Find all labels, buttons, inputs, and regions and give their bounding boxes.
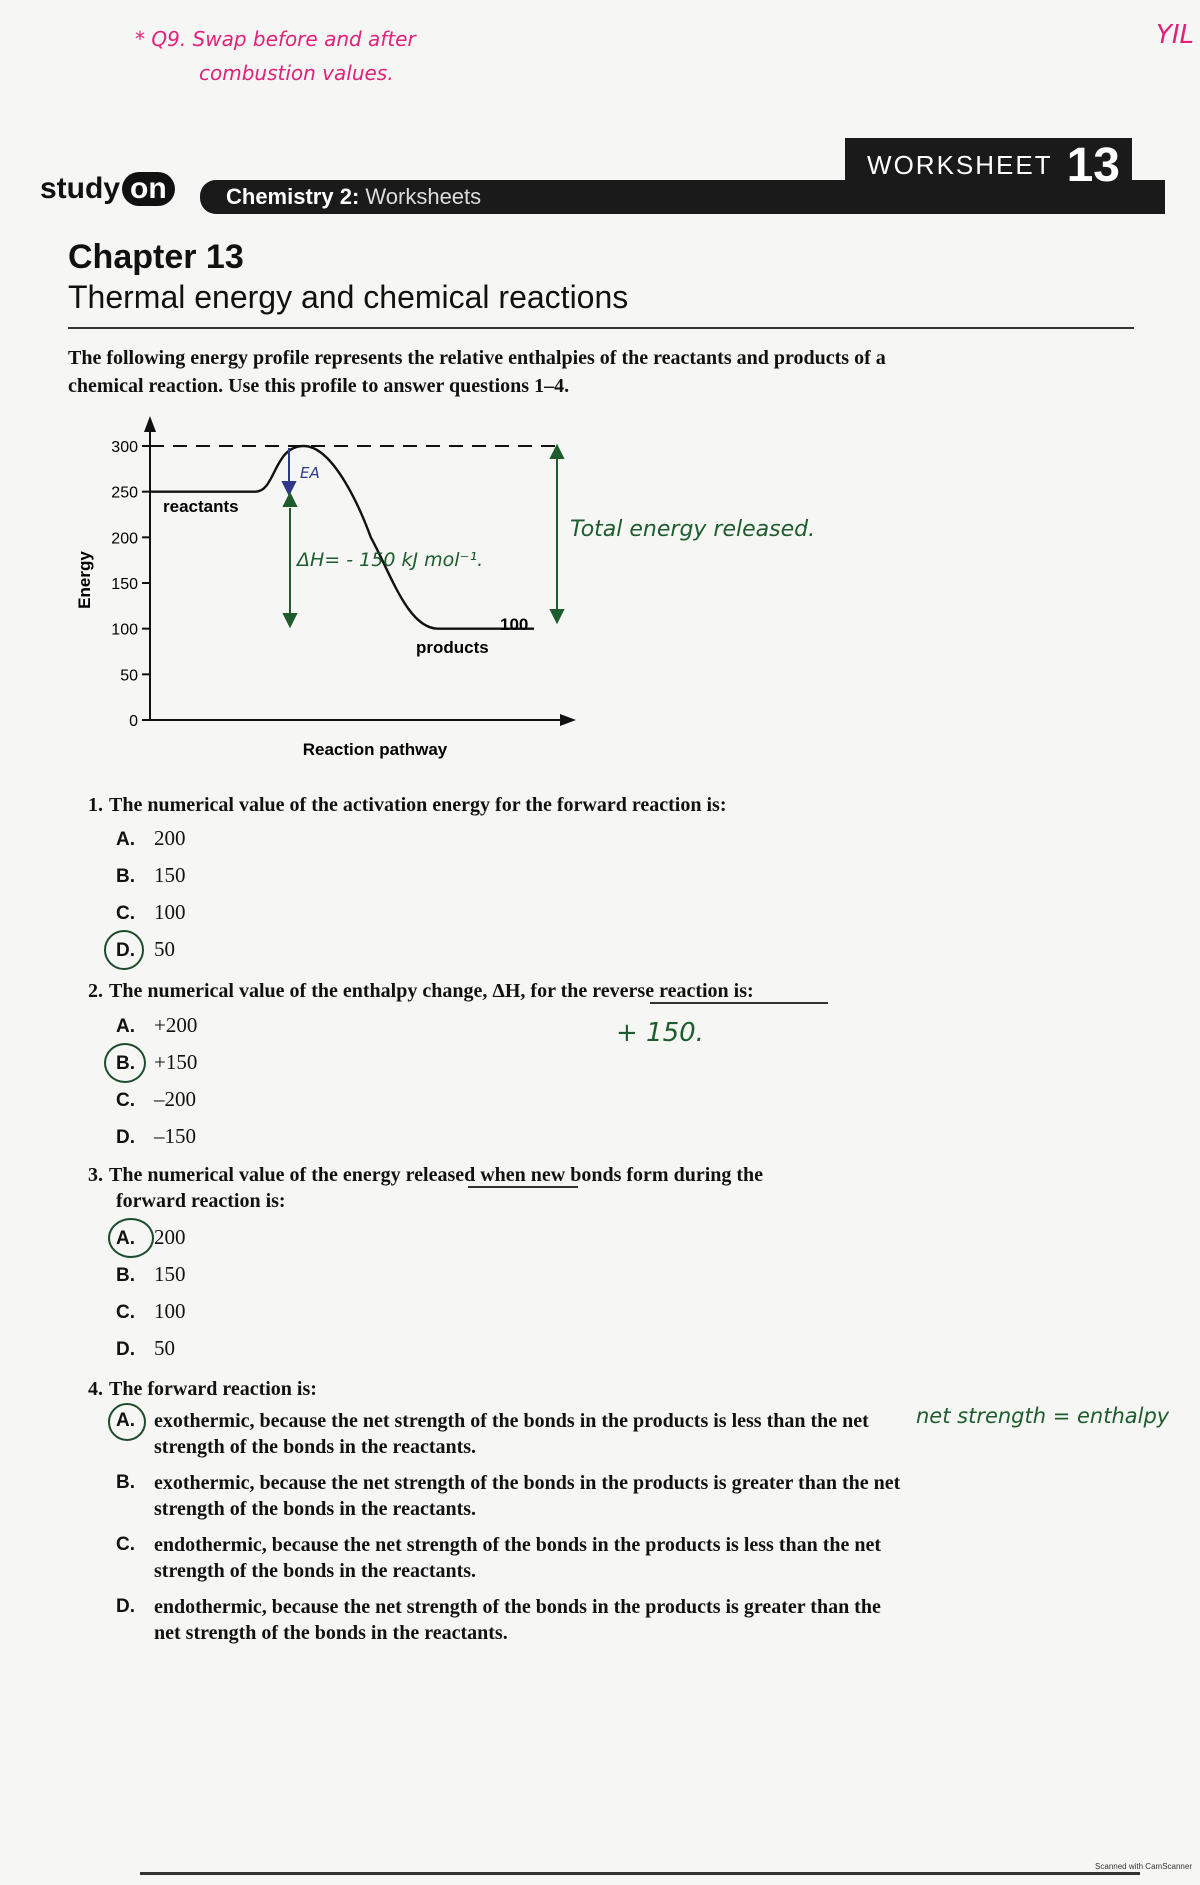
chapter-title: Thermal energy and chemical reactions xyxy=(68,279,629,315)
ea-label: EA xyxy=(300,464,320,482)
delta-h-label: ΔH= - 150 kJ mol⁻¹. xyxy=(297,549,484,571)
q4-option-b[interactable]: B. exothermic, because the net strength of the bonds in the products is greater than the net strength of the bonds in the reactants. xyxy=(116,1472,901,1520)
note-line-1: * Q9. Swap before and after xyxy=(135,27,416,51)
q2-option-d[interactable]: D. –150 xyxy=(116,1124,196,1148)
y-tick-label: 150 xyxy=(111,576,138,593)
question-4 xyxy=(88,1376,317,1402)
question-1 xyxy=(88,792,726,818)
products-value-label: 100 xyxy=(500,615,529,634)
answer-circle xyxy=(108,1218,154,1258)
q3-option-a[interactable]: A. 200 xyxy=(116,1225,186,1249)
q1-option-c[interactable]: C. 100 xyxy=(116,900,186,924)
header-banner xyxy=(40,138,1150,212)
worksheet-label: WORKSHEET xyxy=(867,149,1053,180)
question-number: 1. xyxy=(88,794,103,816)
note-line-2: combustion values. xyxy=(199,61,394,85)
y-tick-label: 100 xyxy=(111,621,138,639)
brand-on: on xyxy=(122,172,175,206)
total-energy-arrow xyxy=(551,446,563,622)
answer-circle xyxy=(104,930,144,970)
question-text-2: forward reaction is: xyxy=(116,1190,286,1212)
course-type: Worksheets xyxy=(365,184,482,209)
question-3 xyxy=(88,1162,908,1214)
brand-study: study xyxy=(40,172,121,205)
q1-option-b[interactable]: B. 150 xyxy=(116,863,186,887)
q3-option-b[interactable]: B. 150 xyxy=(116,1262,186,1286)
answer-circle xyxy=(104,1043,146,1083)
footer-rule xyxy=(140,1872,1140,1875)
chapter-number: Chapter 13 xyxy=(68,238,244,276)
intro-text: The following energy profile represents the relative enthalpies of the reactants and products of a chemical reaction. Use this profile to answer questions 1–4. xyxy=(68,347,886,397)
worksheet-badge xyxy=(845,138,1132,192)
reactants-label: reactants xyxy=(163,497,239,516)
answer-circle xyxy=(108,1403,146,1441)
divider xyxy=(68,327,1134,329)
handwritten-note xyxy=(135,22,416,90)
underline xyxy=(468,1186,578,1188)
q4-handwritten-note: net strength = enthalpy xyxy=(916,1404,1170,1428)
brand-logo xyxy=(40,172,175,206)
q4-option-c[interactable]: C. endothermic, because the net strength of the bonds in the products is less than the net strength of the bonds in the reactants. xyxy=(116,1534,882,1582)
chart-axes xyxy=(144,416,576,726)
y-tick-label: 250 xyxy=(111,484,138,502)
delta-h-arrow xyxy=(284,494,296,626)
worksheet-number: 13 xyxy=(1066,138,1120,192)
q2-option-c[interactable]: C. –200 xyxy=(116,1087,196,1111)
x-axis-arrow xyxy=(560,714,576,726)
underline xyxy=(650,1002,828,1004)
question-2 xyxy=(88,978,754,1004)
question-number: 4. xyxy=(88,1378,103,1400)
y-ticks xyxy=(111,439,150,730)
question-text: The numerical value of the activation energy for the forward reaction is: xyxy=(109,794,727,816)
q4-option-d[interactable]: D. endothermic, because the net strength of the bonds in the products is greater than the net strength of the bonds in the reactants. xyxy=(116,1596,881,1644)
products-label: products xyxy=(416,638,489,657)
q2-option-b[interactable]: B. +150 xyxy=(116,1050,198,1074)
q3-option-d[interactable]: D. 50 xyxy=(116,1336,175,1360)
y-tick-label: 300 xyxy=(111,439,138,456)
q4-option-a[interactable]: A. exothermic, because the net strength of the bonds in the products is less than the net strength of the bonds in the reactants. xyxy=(116,1410,869,1458)
scanner-watermark: Scanned with CamScanner xyxy=(1095,1862,1192,1871)
question-text: The forward reaction is: xyxy=(109,1378,317,1400)
q1-option-a[interactable]: A. 200 xyxy=(116,826,186,850)
energy-curve xyxy=(150,446,534,629)
total-energy-label: Total energy released. xyxy=(570,517,816,542)
q1-option-d[interactable]: D. 50 xyxy=(116,937,175,961)
q2-option-a[interactable]: A. +200 xyxy=(116,1013,198,1037)
course-title xyxy=(226,184,481,210)
y-axis-arrow xyxy=(144,416,156,432)
q2-handwritten-answer: + 150. xyxy=(616,1018,704,1048)
question-number: 2. xyxy=(88,980,103,1002)
y-tick-label: 0 xyxy=(129,713,138,730)
question-text: The numerical value of the enthalpy change, ΔH, for the reverse reaction is: xyxy=(109,980,754,1002)
initials: YIL xyxy=(1155,20,1194,50)
y-axis-label: Energy xyxy=(75,551,94,609)
energy-profile-chart xyxy=(60,410,840,770)
course-subject: Chemistry 2: xyxy=(226,184,360,209)
y-tick-label: 200 xyxy=(111,530,138,548)
x-axis-label: Reaction pathway xyxy=(302,740,448,759)
y-tick-label: 50 xyxy=(120,667,138,685)
chapter-heading xyxy=(68,238,628,316)
q3-option-c[interactable]: C. 100 xyxy=(116,1299,186,1323)
question-text-1: The numerical value of the energy released when new bonds form during the xyxy=(109,1164,764,1186)
question-number: 3. xyxy=(88,1164,103,1186)
